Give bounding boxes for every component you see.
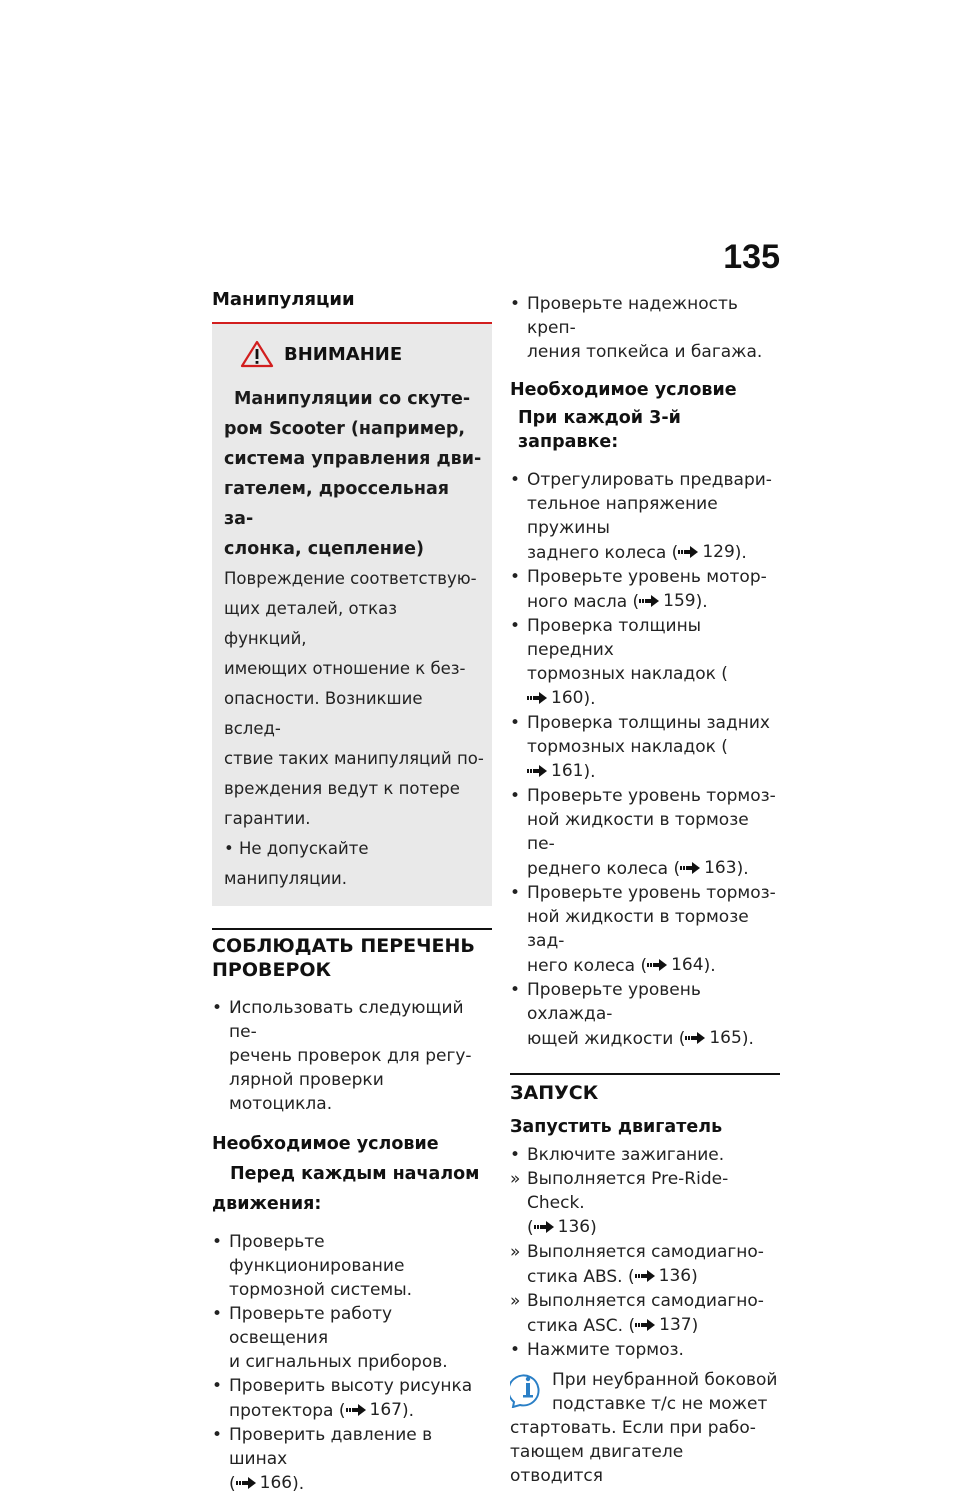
list-item-line: ной жидкости в тормозе пе- <box>527 810 749 854</box>
page-reference[interactable] <box>534 1215 590 1239</box>
page-reference[interactable] <box>635 1313 691 1337</box>
start-steps <box>510 1143 780 1167</box>
list-item-line <box>527 1313 780 1338</box>
list-item-line: • Проверьте уровень мотор- <box>527 567 767 587</box>
result-item <box>510 1289 780 1338</box>
list-item-tail: ) <box>691 1267 698 1287</box>
page-reference[interactable] <box>346 1398 402 1422</box>
page-reference-number: 166 <box>259 1473 293 1493</box>
page-reference-number: 160 <box>551 688 584 708</box>
list-item-tail: ). <box>401 1401 414 1421</box>
list-item-line: • Проверьте уровень охлажда- <box>527 980 701 1024</box>
list-item-tail: ) <box>691 1316 699 1336</box>
page-reference-arrow-icon <box>639 595 659 607</box>
list-item <box>510 614 780 711</box>
condition-subheading-line: движения: <box>212 1194 322 1214</box>
list-item <box>510 978 780 1051</box>
page-reference-number: 165 <box>709 1028 742 1048</box>
list-item-line: • Проверить высоту рисунка <box>229 1376 473 1396</box>
list-item-text: стика ABS. ( <box>527 1267 635 1287</box>
list-item-text: ющей жидкости ( <box>527 1029 686 1049</box>
warning-lead-line: гателем, дроссельная за- <box>224 479 450 529</box>
page-number: 135 <box>723 238 780 276</box>
warning-lead-line: ром Scooter (например, <box>224 419 466 439</box>
page-reference-arrow-icon <box>680 862 700 874</box>
list-item-line: тормозной системы. <box>229 1280 413 1300</box>
checklist-items <box>212 1230 492 1496</box>
list-item-line: • Проверьте работу освещения <box>229 1304 393 1348</box>
warning-body-line: гарантии. <box>224 809 311 828</box>
list-item-line: ной жидкости в тормозе зад- <box>527 907 749 951</box>
info-tip <box>510 1368 780 1488</box>
page-reference-number: 136 <box>557 1217 591 1237</box>
warning-box <box>212 324 492 906</box>
list-item <box>212 1302 492 1374</box>
list-item-line: речень проверок для регу- <box>229 1046 472 1066</box>
start-divider <box>510 1073 780 1075</box>
tip-line: стартовать. Если при рабо- <box>510 1418 756 1438</box>
list-item-line: ления топкейса и багажа. <box>527 342 763 362</box>
list-item-line: • Проверьте функционирование <box>229 1232 405 1276</box>
list-item-tail: ) <box>590 1218 597 1238</box>
page-reference-arrow-icon <box>236 1477 256 1489</box>
list-item-line <box>527 735 780 784</box>
list-item-line: • Включите зажигание. <box>527 1145 725 1165</box>
list-item-line <box>527 953 780 978</box>
list-item-line: • Проверьте надежность креп- <box>527 294 738 338</box>
list-item-tail: ). <box>292 1474 305 1494</box>
list-item-text: протектора ( <box>229 1401 346 1421</box>
page-reference-number: 159 <box>663 591 696 611</box>
list-item-line: • Проверьте уровень тормоз- <box>527 786 776 806</box>
list-item <box>510 784 780 881</box>
list-item <box>510 711 780 784</box>
list-item-line: • Использовать следующий пе- <box>229 998 464 1042</box>
page-reference-arrow-icon <box>346 1404 366 1416</box>
list-item-line <box>527 1026 780 1051</box>
list-item-text: него колеса ( <box>527 956 648 976</box>
list-item <box>212 996 492 1116</box>
list-item-line <box>527 540 780 565</box>
list-item-line <box>527 589 780 614</box>
list-item-line <box>527 1264 780 1289</box>
list-item-text: заднего колеса ( <box>527 543 679 563</box>
result-item <box>510 1240 780 1289</box>
condition-heading: Необходимое условие <box>212 1134 439 1154</box>
warning-body-line: опасности. Возникшие вслед- <box>224 689 423 738</box>
start-engine-title: Запустить двигатель <box>510 1117 723 1137</box>
list-item-text: ного масла ( <box>527 592 640 612</box>
list-item-tail: ). <box>734 543 747 563</box>
list-item-text: тормозных накладок ( <box>527 737 728 757</box>
list-item-line: • Нажмите тормоз. <box>527 1340 684 1360</box>
warning-triangle-icon <box>240 340 274 368</box>
list-item-tail: ). <box>703 956 716 976</box>
page-reference[interactable] <box>639 589 695 613</box>
page-reference-arrow-icon <box>635 1319 655 1331</box>
page-reference-arrow-icon <box>527 765 547 777</box>
page-reference-number: 164 <box>671 955 704 975</box>
start-results <box>510 1167 780 1338</box>
left-column <box>212 288 492 1496</box>
warning-body-line: ствие таких манипуляций по- <box>224 749 484 768</box>
page-reference[interactable] <box>527 759 583 783</box>
warning-lead <box>224 384 484 564</box>
page-reference-arrow-icon <box>534 1221 554 1233</box>
condition-subheading <box>212 1162 492 1216</box>
checklist-divider <box>212 928 492 930</box>
page-reference-number: 161 <box>551 761 584 781</box>
page-reference-number: 163 <box>704 858 737 878</box>
list-item-line <box>229 1471 492 1496</box>
page-reference-arrow-icon <box>678 546 698 558</box>
list-item-line: лярной проверки мотоцикла. <box>229 1070 384 1114</box>
page-reference-number: 167 <box>369 1400 402 1420</box>
page-reference[interactable] <box>236 1471 292 1495</box>
page-reference-arrow-icon <box>647 959 667 971</box>
right-column <box>510 288 780 1488</box>
list-item-text: тормозных накладок ( <box>527 664 728 684</box>
list-item <box>510 1338 780 1362</box>
list-item-tail: ). <box>695 592 708 612</box>
top-item-list <box>510 292 780 364</box>
condition-block <box>212 1132 492 1216</box>
list-item <box>510 468 780 565</box>
list-item-line: • Проверить давление в шинах <box>229 1425 433 1469</box>
condition-block <box>510 378 780 454</box>
list-item-line <box>527 1215 780 1240</box>
list-item-line: » Выполняется самодиагно- <box>527 1242 764 1262</box>
list-item-line: тельное напряжение пружины <box>527 494 718 538</box>
list-item-text: реднего колеса ( <box>527 859 681 879</box>
warning-label: ВНИМАНИЕ <box>284 343 403 365</box>
page-reference-number: 136 <box>658 1266 692 1286</box>
condition-subheading-line: Перед каждым началом <box>230 1164 480 1184</box>
tip-line: подставке т/с не может <box>552 1394 768 1414</box>
list-item-line: • Проверка толщины задних <box>527 713 770 733</box>
warning-body-line: имеющих отношение к без- <box>224 659 466 678</box>
refuel-items <box>510 468 780 1051</box>
list-item-text: ( <box>527 1218 534 1238</box>
list-item-tail: ). <box>736 859 749 879</box>
list-item-line <box>527 662 780 711</box>
warning-lead-line: слонка, сцепление) <box>224 539 424 559</box>
list-item-text: стика ASC. ( <box>527 1316 636 1336</box>
page-reference-arrow-icon <box>685 1032 705 1044</box>
page-reference-arrow-icon <box>527 692 547 704</box>
list-item <box>510 1143 780 1167</box>
list-item <box>510 292 780 364</box>
warning-body-line: щих деталей, отказ функций, <box>224 599 398 648</box>
list-item-text: ( <box>229 1474 236 1494</box>
list-item <box>510 881 780 978</box>
page-reference-arrow-icon <box>635 1270 655 1282</box>
warning-bullet: • Не допускайте манипуляции. <box>224 839 369 888</box>
list-item-line: • Проверьте уровень тормоз- <box>527 883 776 903</box>
page-reference-number: 137 <box>659 1315 692 1335</box>
condition-heading: Необходимое условие <box>510 380 737 400</box>
list-item <box>212 1230 492 1302</box>
checklist-intro <box>212 996 492 1116</box>
tip-line: При неубранной боковой <box>552 1370 778 1390</box>
list-item-line: • Проверка толщины передних <box>527 616 702 660</box>
start-steps-2 <box>510 1338 780 1362</box>
page-reference[interactable] <box>527 686 583 710</box>
info-icon <box>510 1368 546 1408</box>
warning-body-line: вреждения ведут к потере <box>224 779 460 798</box>
page-reference-number: 129 <box>702 542 735 562</box>
page-reference[interactable] <box>680 856 736 880</box>
manipulation-title: Манипуляции <box>212 289 355 310</box>
list-item-tail: ). <box>583 689 596 709</box>
page-reference[interactable] <box>678 540 734 564</box>
warning-body-line: Повреждение соответствую- <box>224 569 477 588</box>
checklist-title-line: ПРОВЕРОК <box>212 959 332 981</box>
warning-body <box>224 564 484 834</box>
list-item <box>510 565 780 614</box>
list-item <box>212 1374 492 1423</box>
warning-lead-line: Манипуляции со скуте- <box>234 389 471 409</box>
list-item-line <box>229 1398 492 1423</box>
page-reference[interactable] <box>685 1026 741 1050</box>
warning-lead-line: система управления дви- <box>224 449 482 469</box>
list-item-line <box>527 856 780 881</box>
list-item-tail: ). <box>583 762 596 782</box>
list-item-line: и сигнальных приборов. <box>229 1352 448 1372</box>
list-item-line: » Выполняется Pre-Ride-Check. <box>527 1169 729 1213</box>
page-reference[interactable] <box>647 953 703 977</box>
list-item-line: » Выполняется самодиагно- <box>527 1291 764 1311</box>
checklist-title-line: СОБЛЮДАТЬ ПЕРЕЧЕНЬ <box>212 935 475 957</box>
result-item <box>510 1167 780 1240</box>
list-item-tail: ). <box>741 1029 754 1049</box>
checklist-title <box>212 934 492 982</box>
list-item <box>212 1423 492 1496</box>
start-title: ЗАПУСК <box>510 1082 599 1104</box>
warning-header <box>240 334 484 374</box>
tip-line: тающем двигателе отводится <box>510 1442 684 1486</box>
list-item-line: • Отрегулировать предвари- <box>527 470 772 490</box>
page-reference[interactable] <box>635 1264 691 1288</box>
condition-subheading: При каждой 3-й заправке: <box>518 408 681 452</box>
